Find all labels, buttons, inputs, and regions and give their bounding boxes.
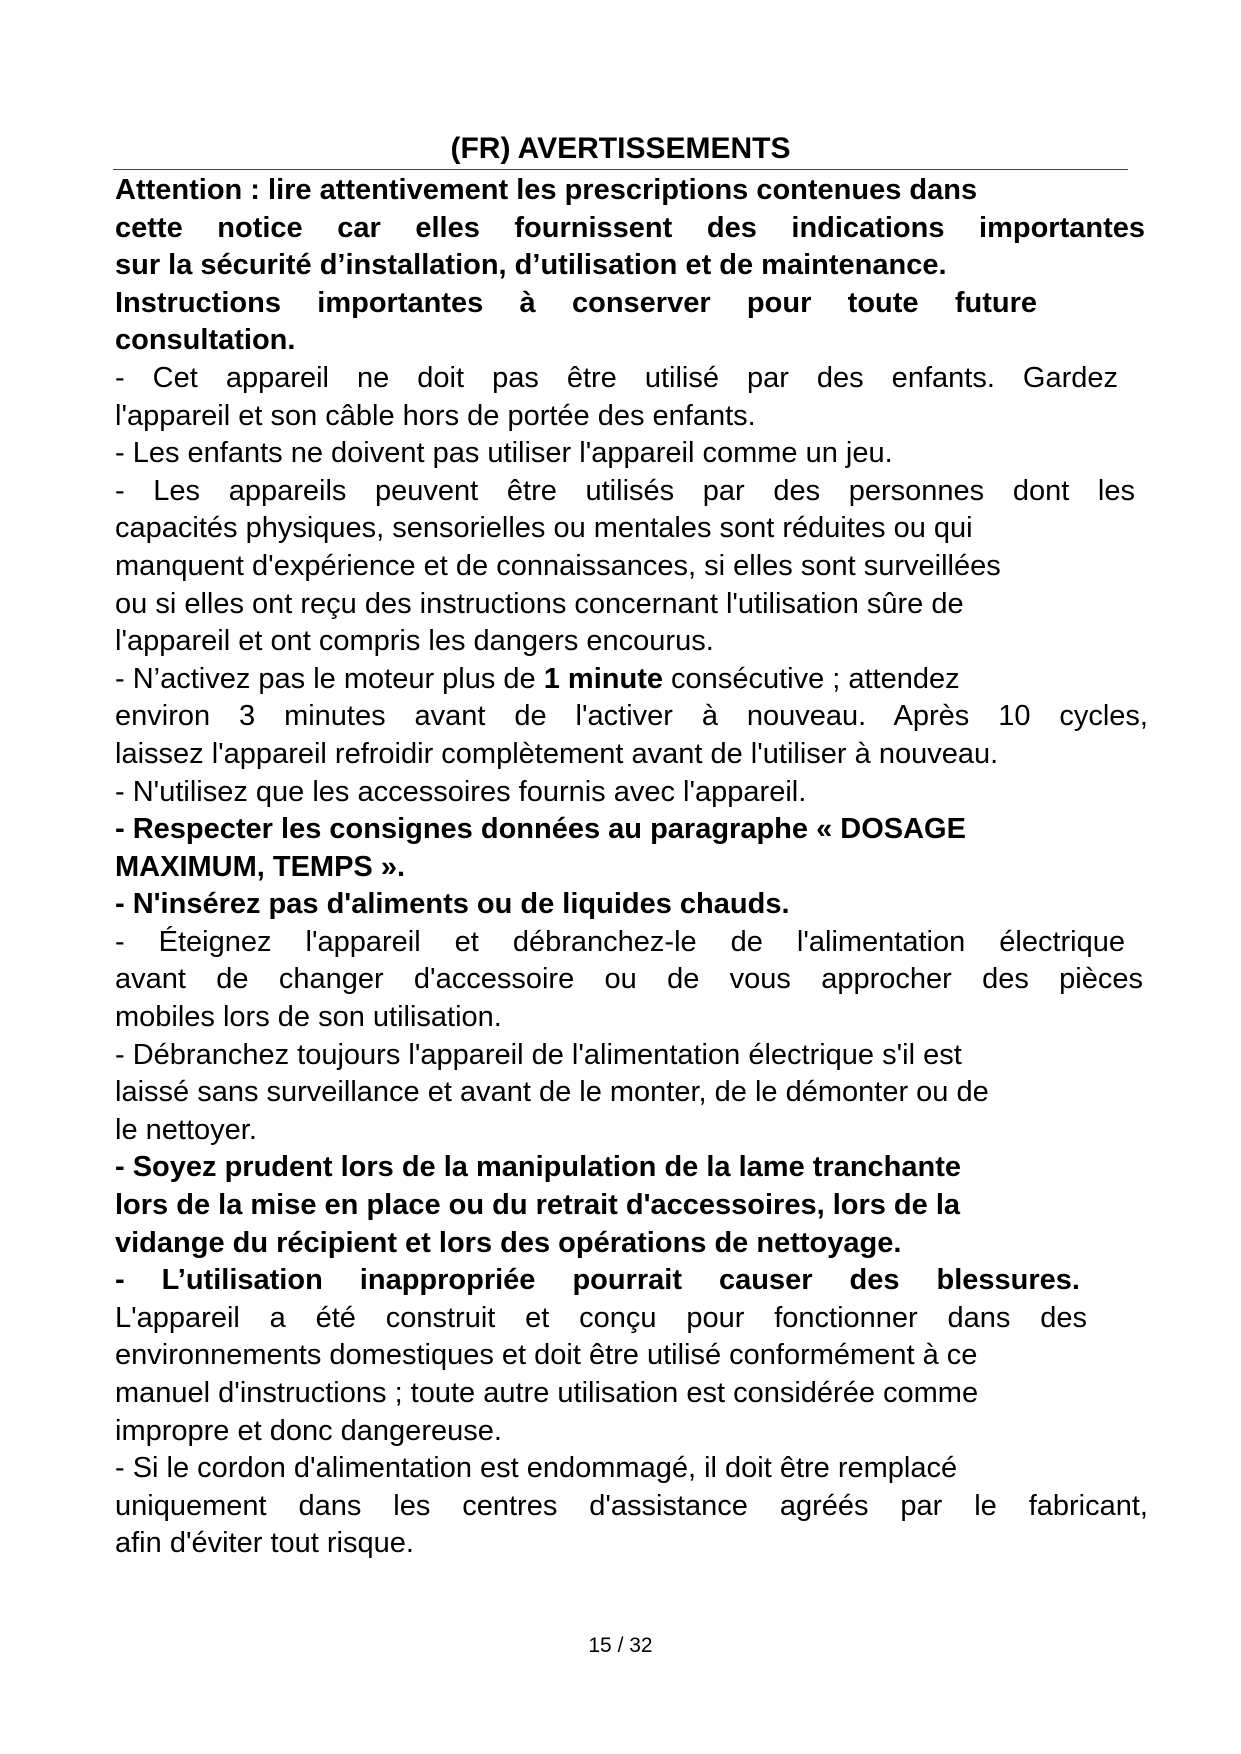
warning-line: ou si elles ont reçu des instructions concernant l'utilisation sûre de bbox=[115, 587, 964, 620]
page-title: (FR) AVERTISSEMENTS bbox=[450, 132, 791, 165]
warning-unplug-before-change bbox=[115, 924, 1155, 1037]
warning-line: l'appareil et ont compris les dangers encourus. bbox=[115, 625, 714, 658]
intro-paragraph bbox=[115, 172, 1155, 360]
title-underline bbox=[113, 169, 1128, 170]
warnings-body bbox=[115, 172, 1155, 1563]
warning-unplug-unattended bbox=[115, 1037, 1155, 1150]
warning-line: vidange du récipient et lors des opérations de nettoyage. bbox=[115, 1226, 902, 1259]
warning-line: capacités physiques, sensorielles ou mentales sont réduites ou qui bbox=[115, 512, 973, 545]
warning-line: - Débranchez toujours l'appareil de l'alimentation électrique s'il est bbox=[115, 1038, 962, 1071]
warning-line: - Si le cordon d'alimentation est endommagé, il doit être remplacé bbox=[115, 1452, 958, 1485]
warning-line: - L’utilisation inappropriée pourrait causer des blessures. bbox=[115, 1264, 1080, 1297]
warning-line: lors de la mise en place ou du retrait d'accessoires, lors de la bbox=[115, 1189, 961, 1222]
intro-line: sur la sécurité d’installation, d’utilisation et de maintenance. bbox=[115, 249, 947, 282]
warning-line: le nettoyer. bbox=[115, 1113, 257, 1146]
warning-line: environ 3 minutes avant de l'activer à nouveau. Après 10 cycles, bbox=[115, 700, 1148, 733]
warning-hot-food bbox=[115, 886, 1155, 924]
intro-line: cette notice car elles fournissent des indications importantes bbox=[115, 211, 1145, 244]
intro-line: consultation. bbox=[115, 324, 296, 357]
warning-children-play bbox=[115, 435, 1155, 473]
warning-damaged-cord bbox=[115, 1450, 1155, 1563]
warning-dosage bbox=[115, 811, 1155, 886]
emphasis-duration: 1 minute bbox=[543, 662, 663, 695]
warning-line: manuel d'instructions ; toute autre utilisation est considérée comme bbox=[115, 1377, 979, 1409]
warning-line: afin d'éviter tout risque. bbox=[115, 1527, 414, 1560]
warning-line: uniquement dans les centres d'assistance agréés par le fabricant, bbox=[115, 1489, 1148, 1522]
warning-children-use bbox=[115, 360, 1155, 435]
warning-improper-use bbox=[115, 1262, 1155, 1450]
warning-line: laissez l'appareil refroidir complètement avant de l'utiliser à nouveau. bbox=[115, 737, 999, 770]
warning-line: - Respecter les consignes données au paragraphe « DOSAGE bbox=[115, 813, 966, 846]
warning-line bbox=[115, 661, 1155, 699]
intro-line: Attention : lire attentivement les prescriptions contenues dans bbox=[115, 174, 978, 206]
warning-line: impropre et donc dangereuse. bbox=[115, 1414, 502, 1447]
intro-line: Instructions importantes à conserver pour toute future bbox=[115, 286, 1037, 319]
warning-line: MAXIMUM, TEMPS ». bbox=[115, 850, 406, 883]
warning-line: - Soyez prudent lors de la manipulation de la lame tranchante bbox=[115, 1151, 962, 1184]
warning-accessories bbox=[115, 774, 1155, 812]
warning-line: - N'insérez pas d'aliments ou de liquides chauds. bbox=[115, 888, 790, 921]
warning-line: - Les appareils peuvent être utilisés par des personnes dont les bbox=[115, 474, 1135, 507]
warning-line: mobiles lors de son utilisation. bbox=[115, 1001, 502, 1034]
warning-line: - Cet appareil ne doit pas être utilisé par des enfants. Gardez bbox=[115, 361, 1118, 394]
warning-line: l'appareil et son câble hors de portée des enfants. bbox=[115, 399, 756, 432]
page-number: 15 / 32 bbox=[588, 1634, 653, 1657]
warning-line: avant de changer d'accessoire ou de vous approcher des pièces bbox=[115, 963, 1143, 996]
warning-motor-duration bbox=[115, 661, 1155, 774]
warning-sharp-blade bbox=[115, 1149, 1155, 1262]
warning-line: L'appareil a été construit et conçu pour fonctionner dans des bbox=[115, 1301, 1087, 1334]
warning-reduced-capacities bbox=[115, 473, 1155, 661]
warning-line: - Éteignez l'appareil et débranchez-le de l'alimentation électrique bbox=[115, 925, 1125, 958]
warning-line: laissé sans surveillance et avant de le monter, de le démonter ou de bbox=[115, 1076, 989, 1109]
warning-line: - Les enfants ne doivent pas utiliser l'appareil comme un jeu. bbox=[115, 437, 893, 470]
warning-line: environnements domestiques et doit être utilisé conformément à ce bbox=[115, 1339, 978, 1372]
warning-line: - N'utilisez que les accessoires fournis avec l'appareil. bbox=[115, 775, 807, 808]
warning-text: - N’activez pas le moteur plus de bbox=[115, 662, 544, 695]
warning-line: manquent d'expérience et de connaissances, si elles sont surveillées bbox=[115, 549, 1001, 582]
warning-text: consécutive ; attendez bbox=[663, 662, 960, 695]
